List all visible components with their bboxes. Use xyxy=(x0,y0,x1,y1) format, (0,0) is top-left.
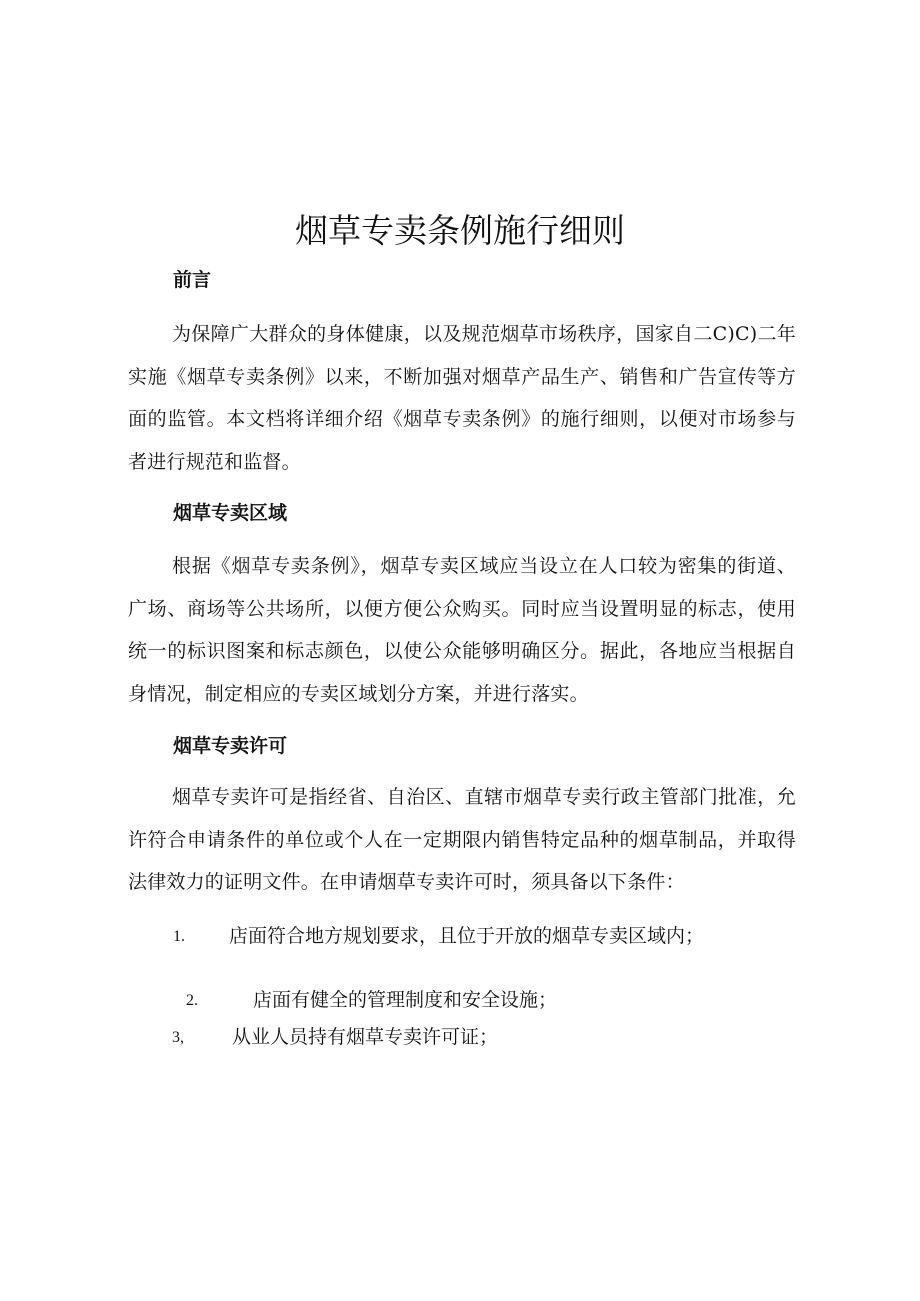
condition-text: 店面符合地方规划要求，且位于开放的烟草专卖区域内； xyxy=(229,925,705,947)
document-title: 烟草专卖条例施行细则 xyxy=(295,211,625,250)
section-heading-license: 烟草专卖许可 xyxy=(173,735,288,757)
section-heading-area: 烟草专卖区域 xyxy=(173,502,288,524)
condition-number: 2. xyxy=(186,992,198,1009)
license-paragraph: 烟草专卖许可是指经省、自治区、直辖市烟草专卖行政主管部门批准，允许符合申请条件的单位或个人在一定期限内销售特定品种的烟草制品，并取得法律效力的证明文件。在申请烟草专卖许可时，须具备以下条件： xyxy=(128,786,796,893)
condition-number: 3, xyxy=(172,1029,184,1046)
condition-number: 1. xyxy=(173,928,185,945)
section-heading-preface: 前言 xyxy=(173,269,212,291)
condition-text: 店面有健全的管理制度和安全设施； xyxy=(253,989,558,1011)
condition-text: 从业人员持有烟草专卖许可证； xyxy=(232,1026,499,1048)
area-paragraph: 根据《烟草专卖条例》，烟草专卖区域应当设立在人口较为密集的街道、广场、商场等公共场所，以便方便公众购买。同时应当设置明显的标志，使用统一的标识图案和标志颜色，以使公众能够明确区分。据此，各地应当根据自身情况，制定相应的专卖区域划分方案，并进行落实。 xyxy=(128,555,796,705)
preface-paragraph: 为保障广大群众的身体健康，以及规范烟草市场秩序，国家自二C)C)二年实施《烟草专卖条例》以来，不断加强对烟草产品生产、销售和广告宣传等方面的监管。本文档将详细介绍《烟草专卖条例》的施行细则，以便对市场参与者进行规范和监督。 xyxy=(128,323,796,473)
